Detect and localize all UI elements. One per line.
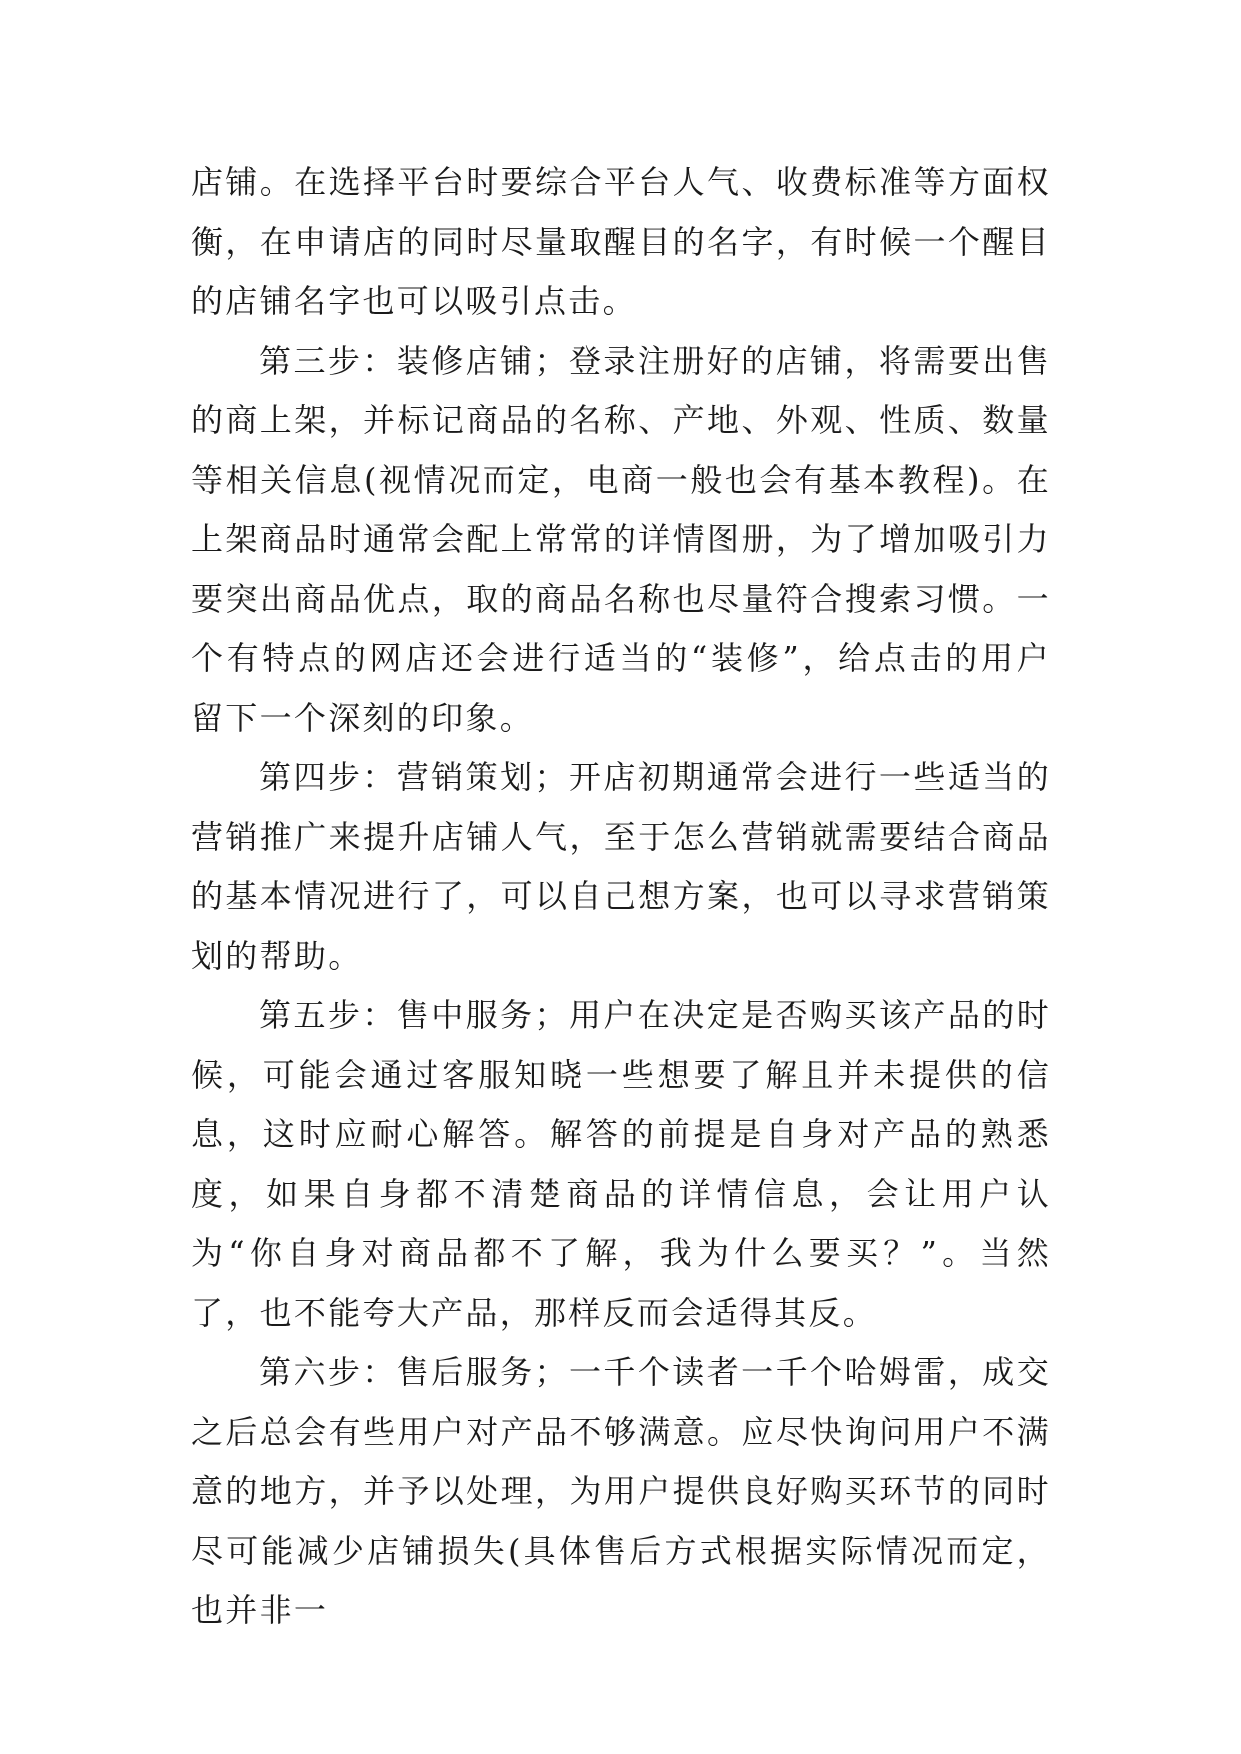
paragraph-step-three: 第三步：装修店铺；登录注册好的店铺，将需要出售的商上架，并标记商品的名称、产地、外观、性质、数量等相关信息(视情况而定，电商一般也会有基本教程)。在上架商品时通常会配上常常的详情图册，为了增加吸引力要突出商品优点，取的商品名称也尽量符合搜索习惯。一个有特点的网店还会进行适当的“装修”，给点击的用户留下一个深刻的印象。 bbox=[191, 341, 1051, 737]
paragraph-step-five: 第五步：售中服务；用户在决定是否购买该产品的时候，可能会通过客服知晓一些想要了解且并未提供的信息，这时应耐心解答。解答的前提是自身对产品的熟悉度，如果自身都不清楚商品的详情信息，会让用户认为“你自身对商品都不了解，我为什么要买？”。当然了，也不能夸大产品，那样反而会适得其反。 bbox=[191, 996, 1051, 1332]
body-text bbox=[191, 153, 1051, 1641]
paragraph-step-four: 第四步：营销策划；开店初期通常会进行一些适当的营销推广来提升店铺人气，至于怎么营销就需要结合商品的基本情况进行了，可以自己想方案，也可以寻求营销策划的帮助。 bbox=[191, 758, 1051, 975]
paragraph-continuation: 店铺。在选择平台时要综合平台人气、收费标准等方面权衡，在申请店的同时尽量取醒目的名字，有时候一个醒目的店铺名字也可以吸引点击。 bbox=[191, 163, 1051, 320]
paragraph-step-six: 第六步：售后服务；一千个读者一千个哈姆雷，成交之后总会有些用户对产品不够满意。应尽快询问用户不满意的地方，并予以处理，为用户提供良好购买环节的同时尽可能减少店铺损失(具体售后方式根据实际情况而定，也并非一 bbox=[191, 1353, 1051, 1629]
